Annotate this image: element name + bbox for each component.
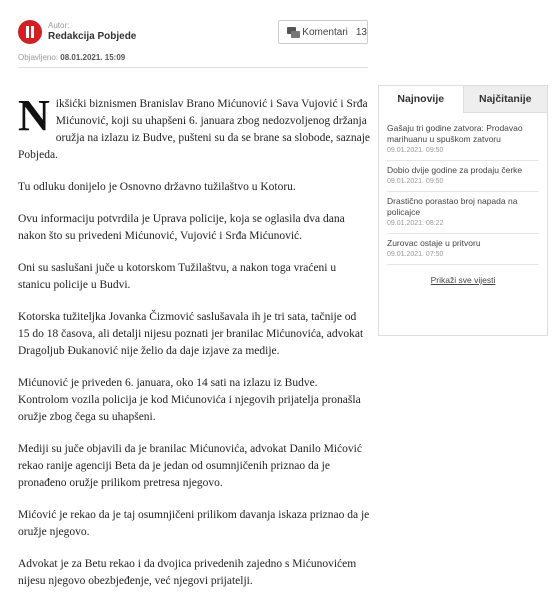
article-paragraph: Advokat je za Betu rekao i da dvojica privedenih zajedno s Mićunovićem nijesu njegovo obezbjeđenje, već njegovi prijatelji. <box>18 558 357 587</box>
published-label: Objavljeno: <box>18 53 59 62</box>
comments-count: 13 <box>355 26 367 38</box>
news-title[interactable]: Gašaju tri godine zatvora: Prodavao marihuanu u spuškom zatvoru <box>387 123 523 144</box>
article-paragraph <box>18 91 371 164</box>
article-paragraph: Mediji su juče objavili da je branilac Mićunovića, advokat Danilo Mićović rekao ranije agenciji Beta da je jedan od osumnjičenih priznao da je pronađeno oružje prilikom pretresa njegovo. <box>18 443 362 489</box>
news-title[interactable]: Drastično porastao broj napada na policajce <box>387 196 518 217</box>
list-item[interactable] <box>387 161 539 192</box>
news-list <box>379 113 547 285</box>
drop-cap: N <box>18 91 50 140</box>
list-item[interactable] <box>387 119 539 161</box>
published-info <box>18 53 125 62</box>
news-sidebar <box>378 85 548 336</box>
article-paragraph: Oni su saslušani juče u kotorskom Tužilaštvu, a nakon toga vraćeni u stanicu policije u Budvi. <box>18 262 337 291</box>
article-body <box>18 91 371 605</box>
comments-button[interactable] <box>278 20 368 44</box>
comments-label: Komentari <box>302 26 348 38</box>
pobjeda-logo-icon <box>18 20 42 44</box>
news-date: 09.01.2021. 07:50 <box>387 251 444 258</box>
news-title[interactable]: Zurovac ostaje u pritvoru <box>387 238 481 248</box>
news-date: 09.01.2021. 09:50 <box>387 147 444 154</box>
author-name[interactable]: Redakcija Pobjede <box>48 31 137 42</box>
article-paragraph: Mićunović je priveden 6. januara, oko 14 sati na izlazu iz Budve. Kontrolom vozila policija je kod Mićunovića i njegovih prijatelja pronašla oružje zbog čega su uhapšeni. <box>18 377 361 423</box>
list-item[interactable] <box>387 234 539 265</box>
show-all-link[interactable]: Prikaži sve vijesti <box>430 275 496 285</box>
news-date: 09.01.2021. 09:50 <box>387 178 444 185</box>
comments-icon <box>287 27 296 38</box>
news-date: 09.01.2021. 08:22 <box>387 220 444 227</box>
tab-najnovije[interactable]: Najnovije <box>379 86 463 113</box>
article-paragraph: Ovu informaciju potvrdila je Uprava policije, koja se oglasila dva dana nakon što su privedeni Mićunović, Vujović i Srđa Mićunović. <box>18 213 345 242</box>
article-paragraph: Kotorska tužiteljka Jovanka Čizmović saslušavala ih je tri sata, tačnije od 15 do 18 časova, ali detalji nijesu poznati jer branilac Mićunovića, advokat Dragoljub Đukanović nije želio da daje izjave za medije. <box>18 311 364 357</box>
header-divider <box>18 67 368 68</box>
article-paragraph: Mićović je rekao da je taj osumnjičeni prilikom davanja iskaza priznao da je oružje njegovo. <box>18 509 370 538</box>
article-paragraph-text: ikšićki biznismen Branislav Brano Mićunović i Sava Vujović i Srđa Mićunović, koji su uhapšeni 6. januara zbog nedozvoljenog držanja oružja na izlazu iz Budve, pušteni su da se brane sa slobode, saznaje Pobjeda. <box>18 98 371 161</box>
tab-najcitanije[interactable]: Najčitanije <box>463 86 548 113</box>
published-date: 08.01.2021. 15:09 <box>60 53 126 62</box>
list-item[interactable] <box>387 192 539 234</box>
sidebar-tabs <box>379 86 547 113</box>
news-title[interactable]: Dobio dvije godine za prodaju čerke <box>387 165 523 175</box>
article-paragraph: Tu odluku donijelo je Osnovno državno tužilaštvo u Kotoru. <box>18 181 296 193</box>
author-label: Autor: <box>48 21 70 30</box>
